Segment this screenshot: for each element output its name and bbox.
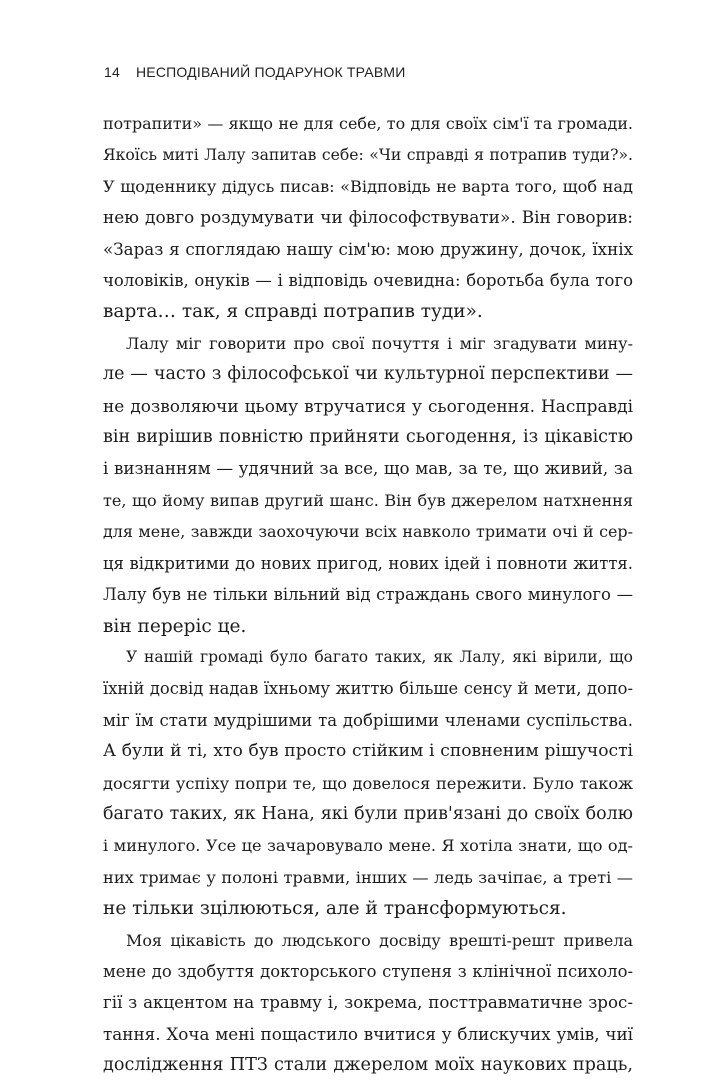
- text-line: них тримає у полоні травми, інших — ледь зачіпає, а треті —: [103, 867, 633, 887]
- text-line: тання. Хоча мені пощастило вчитися у блискучих умів, чиї: [103, 1023, 633, 1044]
- body-text: [103, 108, 633, 1082]
- text-line: мене до здобуття докторського ступеня з клінічної психоло-: [103, 961, 633, 981]
- text-line: «Зараз я споглядаю нашу сім'ю: мою дружину, дочок, їхніх: [103, 238, 633, 259]
- text-line: дослідження ПТЗ стали джерелом моїх наукових праць,: [103, 1055, 633, 1076]
- text-line: не дозволяючи цьому втручатися у сьогодення. Насправді: [103, 395, 633, 416]
- text-line: Лалу був не тільки вільний від страждань свого минулого —: [103, 585, 633, 605]
- chapter-title: НЕСПОДІВАНИЙ ПОДАРУНОК ТРАВМИ: [135, 64, 406, 80]
- text-line: У щоденнику дідусь писав: «Відповідь не варта того, щоб над: [103, 176, 633, 196]
- text-line: ле — часто з філософської чи культурної перспективи —: [103, 364, 633, 385]
- text-line: Лалу міг говорити про свої почуття і міг згадувати мину-: [126, 333, 633, 353]
- text-line: потрапити» — якщо не для себе, то для своїх сім'ї та громади.: [103, 114, 633, 133]
- text-line: варта… так, я справді потрапив туди».: [103, 301, 483, 323]
- text-line: він переріс це.: [103, 615, 247, 637]
- text-line: Якоїсь миті Лалу запитав себе: «Чи справді я потрапив туди?».: [103, 145, 633, 165]
- text-line: У нашій громаді було багато таких, як Лалу, які вірили, що: [126, 647, 633, 666]
- text-line: їхній досвід надав їхньому життю більше сенсу й мети, допо-: [103, 679, 633, 699]
- page-number: 14: [104, 64, 120, 80]
- text-line: нею довго роздумувати чи філософствувати». Він говорив:: [103, 207, 633, 228]
- running-header: [104, 64, 405, 80]
- text-line: не тільки зцілюються, але й трансформуються.: [103, 898, 567, 920]
- text-line: гії з акцентом на травму і, зокрема, посттравматичне зрос-: [103, 993, 633, 1013]
- text-line: ця відкритими до нових пригод, нових ідей і повноти життя.: [103, 553, 633, 573]
- text-line: А були й ті, хто був просто стійким і сповненим рішучості: [103, 741, 633, 762]
- text-line: те, що йому випав другий шанс. Він був джерелом натхнення: [103, 490, 633, 510]
- text-line: і минулого. Усе це зачаровувало мене. Я хотіла знати, що од-: [103, 836, 633, 856]
- text-line: чоловіків, онуків — і відповідь очевидна: боротьба була того: [103, 271, 633, 291]
- text-line: для мене, завжди заохочуючи всіх навколо тримати очі й сер-: [103, 522, 633, 542]
- text-line: він вирішив повністю прийняти сьогодення, із цікавістю: [103, 427, 633, 448]
- text-line: Моя цікавість до людського досвіду врешті-решт привела: [126, 930, 633, 950]
- text-line: і визнанням — удячний за все, що мав, за те, що живий, за: [103, 458, 633, 479]
- text-line: багато таких, як Нана, які були прив'язані до своїх болю: [103, 803, 633, 824]
- text-line: міг їм стати мудрішими та добрішими членами суспільства.: [103, 710, 633, 730]
- text-line: досягти успіху попри те, що довелося пережити. Було також: [103, 773, 633, 793]
